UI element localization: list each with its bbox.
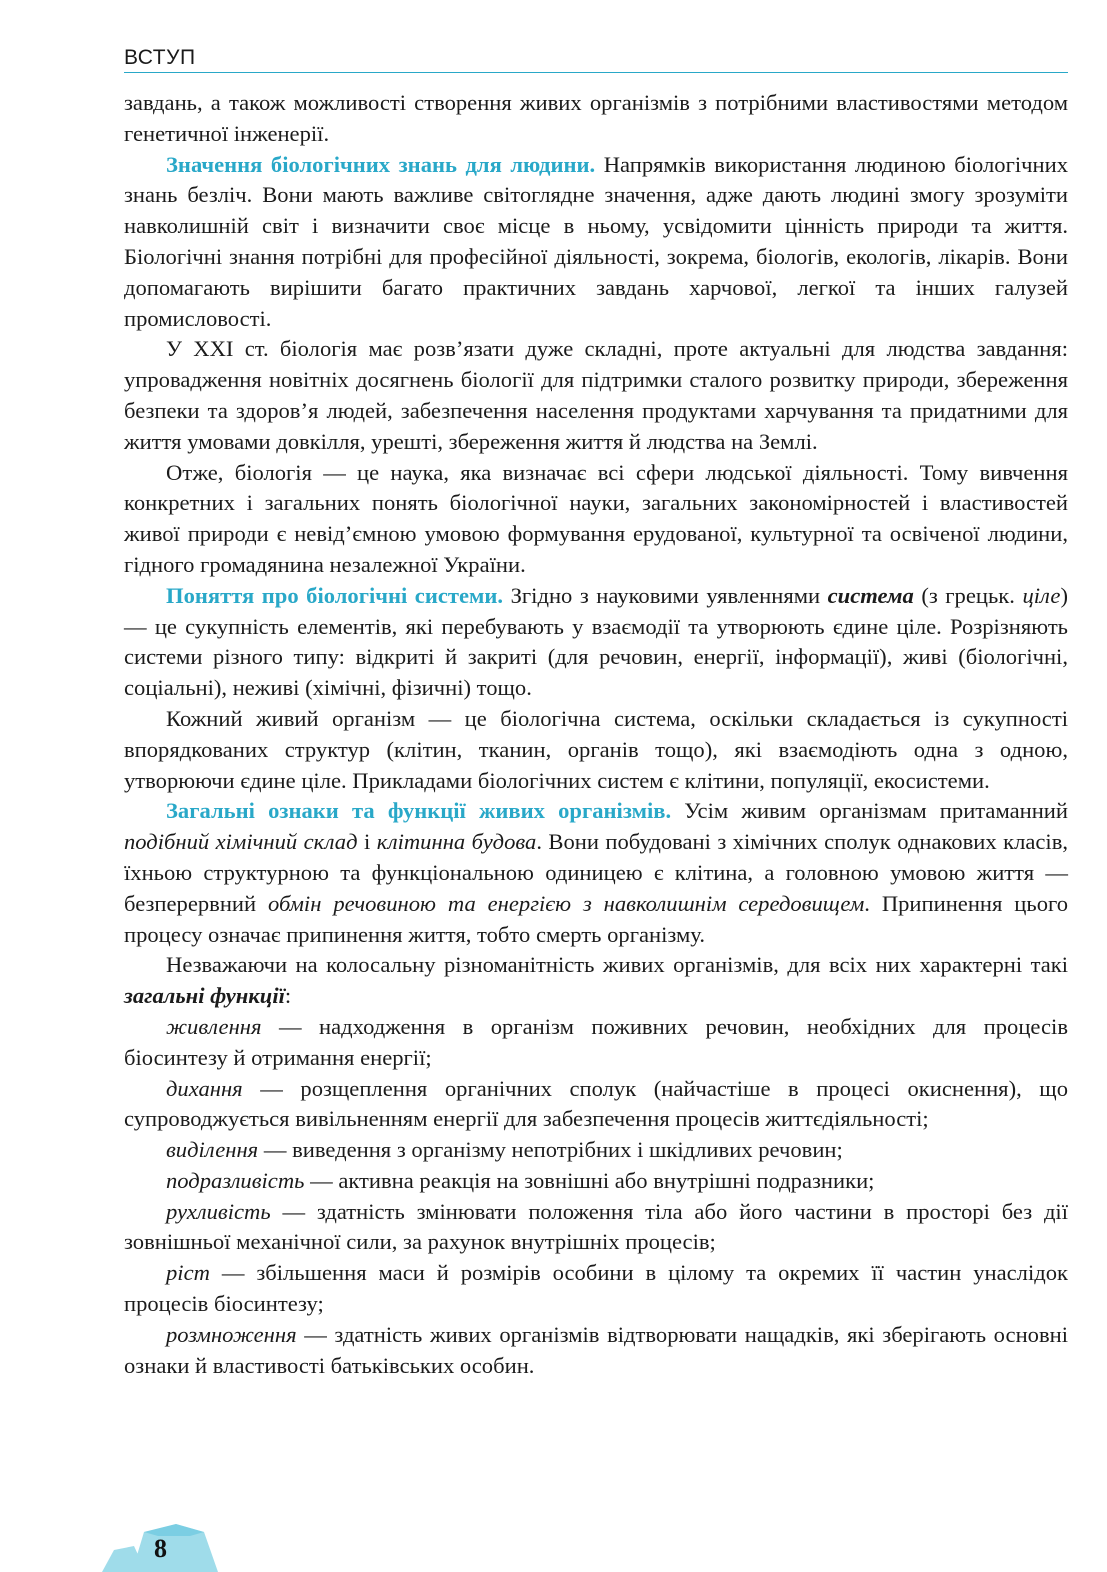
text-run: Незважаючи на колосальну різноманітність живих організмів, для всіх них характерні такі xyxy=(166,952,1068,978)
section-heading: Поняття про біологічні системи. xyxy=(166,582,504,608)
text-run: Отже, біологія — це наука, яка визначає всі сфери людської діяльності. Тому вивчення конкретних і загальних понять біологічної науки, загальних закономірностей і властивостей живої природи є невід’ємною умовою формування ерудованої, культурної та освіченої людини, гідного громадянина незалежної України. xyxy=(124,459,1068,577)
paragraph xyxy=(124,334,1068,457)
paragraph xyxy=(124,581,1068,704)
page-number: 8 xyxy=(154,1534,167,1563)
text-run: завдань, а також можливості створення живих організмів з потрібними властивостями методом генетичної інженерії. xyxy=(124,90,1068,146)
text-run: і xyxy=(357,829,377,855)
paragraph xyxy=(124,1074,1068,1136)
text-run: . Вони побудовані з хімічних сполук однакових класів, їхньою структурною та функціональною одиницею є клітина, а головною умовою життя — безперервний xyxy=(124,829,1069,916)
paragraph xyxy=(124,88,1068,150)
section-heading: Значення біологічних знань для людини. xyxy=(166,151,596,177)
text-run: Кожний живий організм — це біологічна система, оскільки складається із сукупності впорядкованих структур (клітин, тканин, органів тощо), які взаємодіють одна з одною, утворюючи єдине ціле. Прикладами біологічних систем є клітини, популяції, екосистеми. xyxy=(124,705,1068,793)
text-run: . Припинення цього процесу означає припинення життя, тобто смерть організму. xyxy=(124,890,1068,947)
text-run: — розщеплення органічних сполук (найчастіше в процесі окиснення), що супроводжується вивільненням енергії для забезпечення процесів життєдіяльності; xyxy=(124,1075,1068,1132)
paragraph xyxy=(124,1012,1068,1074)
text-run: розмноження xyxy=(166,1321,297,1347)
text-run: Усім живим організмам притаманний xyxy=(671,798,1068,824)
text-run: Згідно з науковими уявленнями xyxy=(503,582,828,608)
text-run: виділення xyxy=(166,1137,259,1163)
paragraph xyxy=(124,458,1068,581)
paragraph xyxy=(124,796,1068,950)
text-run: (з грецьк. xyxy=(913,582,1023,608)
paragraph xyxy=(124,1135,1068,1166)
paragraph xyxy=(124,1166,1068,1197)
text-run: — здатність змінювати положення тіла або його частини в просторі без дії зовнішньої механічної сили, за рахунок внутрішніх процесів; xyxy=(124,1198,1068,1255)
text-run: — надходження в організм поживних речовин, необхідних для процесів біосинтезу й отримання енергії; xyxy=(124,1013,1068,1070)
text-run: ) — це сукупність елементів, які перебувають у взаємодії та утворюють єдине ціле. Розрізняють системи різного типу: відкриті й закриті (для речовин, енергії, інформації), живі (біологічні, соціальні), неживі (хімічні, фізичні) тощо. xyxy=(124,582,1068,701)
text-run: подразливість xyxy=(166,1167,305,1193)
text-run: система xyxy=(827,582,914,608)
paragraph xyxy=(124,950,1068,1012)
text-run: У XXI ст. біологія має розв’язати дуже складні, проте актуальні для людства завдання: упровадження новітніх досягнень біології для підтримки сталого розвитку природи, збереження безпеки та здоров’я людей, забезпечення населення продуктами харчування та придатними для життя умовами довкілля, урешті, збереження життя й людства на Землі. xyxy=(124,336,1068,454)
text-run: подібний хімічний склад xyxy=(124,829,358,855)
text-run: клітинна будова xyxy=(376,829,537,855)
text-run: загальні функції xyxy=(124,983,285,1009)
paragraph xyxy=(124,1320,1068,1382)
text-run: обмін речовиною та енергією з навколишнім середовищем xyxy=(268,890,865,916)
text-run: : xyxy=(284,983,292,1009)
text-run: Напрямків використання людиною біологічних знань безліч. Вони мають важливе світоглядне значення, адже дають людині змогу зрозуміти навколишній світ і визначити своє місце в ньому, усвідомити цінність природи та життя. Біологічні знання потрібні для професійної діяльності, зокрема, біологів, екологів, лікарів. Вони допомагають вирішити багато практичних завдань харчової, легкої та інших галузей промисловості. xyxy=(124,151,1068,331)
page-badge-icon xyxy=(100,1520,240,1572)
text-run: ріст xyxy=(166,1260,210,1286)
text-run: ціле xyxy=(1022,582,1061,608)
text-run: — активна реакція на зовнішні або внутрішні подразники; xyxy=(304,1167,875,1193)
text-run: — здатність живих організмів відтворювати нащадків, які зберігають основні ознаки й властивості батьківських особин. xyxy=(124,1321,1068,1378)
paragraph xyxy=(124,150,1068,335)
text-run: рухливість xyxy=(166,1198,271,1224)
text-run: — збільшення маси й розмірів особини в цілому та окремих її частин унаслідок процесів біосинтезу; xyxy=(124,1260,1068,1317)
page-header xyxy=(124,44,1068,73)
paragraph xyxy=(124,1258,1068,1320)
body-text xyxy=(124,88,1068,1381)
paragraph xyxy=(124,1197,1068,1259)
section-heading: Загальні ознаки та функції живих організмів. xyxy=(166,798,672,824)
text-run: дихання xyxy=(166,1075,243,1101)
paragraph xyxy=(124,704,1068,796)
section-title: ВСТУП xyxy=(124,46,196,69)
text-run: живлення xyxy=(166,1013,262,1039)
text-run: — виведення з організму непотрібних і шкідливих речовин; xyxy=(258,1137,843,1163)
